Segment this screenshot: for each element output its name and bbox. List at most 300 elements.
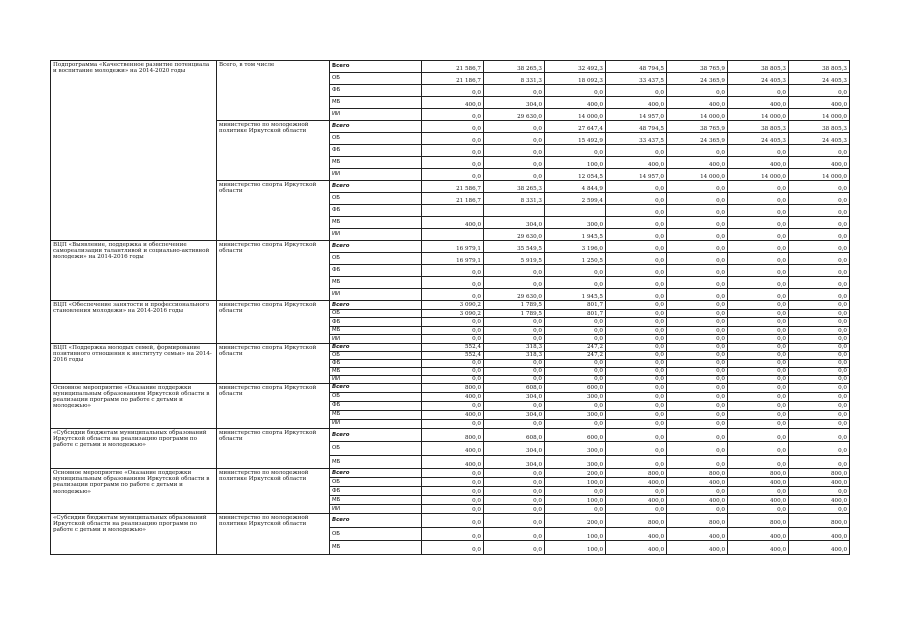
- value-cell-2014: 0,0: [422, 401, 484, 410]
- value-cell-2019: 0,0: [728, 318, 789, 327]
- value-cell-2018: 0,0: [667, 309, 728, 318]
- value-cell-2014: 0,0: [422, 85, 484, 97]
- value-cell-2016: 1 945,5: [545, 229, 606, 241]
- value-cell-2017: 0,0: [606, 241, 667, 253]
- value-cell-2014: 21 586,7: [422, 181, 484, 193]
- value-cell-2014: 0,0: [422, 277, 484, 289]
- funding-source-cell: Всего: [330, 383, 422, 392]
- value-cell-2019: 0,0: [728, 193, 789, 205]
- funding-source-cell: ИИ: [330, 109, 422, 121]
- value-cell-2017: 48 794,5: [606, 61, 667, 73]
- value-cell-2018: 0,0: [667, 343, 728, 351]
- funding-source-cell: Всего: [330, 181, 422, 193]
- value-cell-2015: 304,0: [484, 217, 545, 229]
- table-row: [51, 383, 850, 392]
- value-cell-2015: [484, 205, 545, 217]
- value-cell-2020: 800,0: [789, 469, 850, 478]
- funding-source-cell: ИИ: [330, 335, 422, 344]
- value-cell-2014: 0,0: [422, 496, 484, 505]
- value-cell-2015: 0,0: [484, 145, 545, 157]
- value-cell-2016: 27 647,4: [545, 121, 606, 133]
- value-cell-2018: 400,0: [667, 527, 728, 541]
- value-cell-2020: 0,0: [789, 277, 850, 289]
- value-cell-2015: 608,0: [484, 383, 545, 392]
- value-cell-2014: 3 090,2: [422, 301, 484, 310]
- program-name-cell: ВЦП «Выявление, поддержка и обеспечение самореализации талантливой и социально-активной молодежи» на 2014-2016 годы: [51, 241, 217, 301]
- value-cell-2017: 0,0: [606, 428, 667, 442]
- value-cell-2014: 0,0: [422, 541, 484, 555]
- value-cell-2019: 0,0: [728, 383, 789, 392]
- value-cell-2018: 400,0: [667, 496, 728, 505]
- value-cell-2018: 400,0: [667, 541, 728, 555]
- value-cell-2018: 0,0: [667, 359, 728, 367]
- value-cell-2018: 0,0: [667, 505, 728, 514]
- value-cell-2015: 0,0: [484, 326, 545, 335]
- funding-source-cell: ФБ: [330, 205, 422, 217]
- value-cell-2018: 0,0: [667, 241, 728, 253]
- funding-source-cell: ФБ: [330, 401, 422, 410]
- value-cell-2018: 400,0: [667, 478, 728, 487]
- value-cell-2018: 0,0: [667, 193, 728, 205]
- value-cell-2014: 0,0: [422, 367, 484, 375]
- value-cell-2019: 0,0: [728, 343, 789, 351]
- value-cell-2018: 0,0: [667, 442, 728, 456]
- table-row: [51, 514, 850, 528]
- value-cell-2014: 0,0: [422, 359, 484, 367]
- value-cell-2019: 0,0: [728, 181, 789, 193]
- value-cell-2015: 304,0: [484, 442, 545, 456]
- program-name-cell: «Субсидии бюджетам муниципальных образований Иркутской области на реализацию программ по работе с детьми и молодежью»: [51, 428, 217, 469]
- funding-source-cell: МБ: [330, 496, 422, 505]
- value-cell-2019: 0,0: [728, 265, 789, 277]
- value-cell-2014: 0,0: [422, 335, 484, 344]
- value-cell-2016: 2 599,4: [545, 193, 606, 205]
- value-cell-2014: 0,0: [422, 157, 484, 169]
- value-cell-2019: 0,0: [728, 419, 789, 428]
- value-cell-2017: 0,0: [606, 265, 667, 277]
- funding-source-cell: Всего: [330, 428, 422, 442]
- value-cell-2018: 0,0: [667, 205, 728, 217]
- program-name-cell: Основное мероприятие «Оказание поддержки муниципальным образованиям Иркутской области в реализации программ по работе с детьми и молодежью»: [51, 469, 217, 514]
- value-cell-2019: 0,0: [728, 229, 789, 241]
- value-cell-2017: 0,0: [606, 367, 667, 375]
- value-cell-2017: 0,0: [606, 205, 667, 217]
- value-cell-2019: 0,0: [728, 351, 789, 359]
- executor-cell: министерство спорта Иркутской области: [217, 301, 330, 344]
- program-name-cell: ВЦП «Поддержка молодых семей, формирование позитивного отношения к институту семьи» на 2014-2016 годы: [51, 343, 217, 383]
- table-row: [51, 241, 850, 253]
- value-cell-2016: 0,0: [545, 359, 606, 367]
- value-cell-2017: 0,0: [606, 392, 667, 401]
- value-cell-2015: 0,0: [484, 157, 545, 169]
- value-cell-2017: 400,0: [606, 97, 667, 109]
- value-cell-2019: 400,0: [728, 97, 789, 109]
- value-cell-2014: 0,0: [422, 478, 484, 487]
- value-cell-2019: 0,0: [728, 289, 789, 301]
- value-cell-2018: 0,0: [667, 455, 728, 469]
- funding-source-cell: МБ: [330, 217, 422, 229]
- value-cell-2017: 0,0: [606, 401, 667, 410]
- value-cell-2020: 0,0: [789, 326, 850, 335]
- value-cell-2019: 0,0: [728, 487, 789, 496]
- funding-source-cell: МБ: [330, 326, 422, 335]
- executor-cell: министерство спорта Иркутской области: [217, 181, 330, 241]
- value-cell-2018: 0,0: [667, 253, 728, 265]
- value-cell-2020: 400,0: [789, 157, 850, 169]
- value-cell-2017: 0,0: [606, 253, 667, 265]
- value-cell-2015: 0,0: [484, 85, 545, 97]
- value-cell-2020: 0,0: [789, 375, 850, 383]
- value-cell-2018: 0,0: [667, 401, 728, 410]
- value-cell-2014: 400,0: [422, 392, 484, 401]
- value-cell-2020: 0,0: [789, 442, 850, 456]
- funding-source-cell: ФБ: [330, 265, 422, 277]
- budget-table: [50, 60, 850, 555]
- value-cell-2014: 21 586,7: [422, 61, 484, 73]
- value-cell-2016: 0,0: [545, 277, 606, 289]
- value-cell-2019: 800,0: [728, 469, 789, 478]
- value-cell-2016: 0,0: [545, 145, 606, 157]
- value-cell-2014: 0,0: [422, 145, 484, 157]
- value-cell-2016: 0,0: [545, 335, 606, 344]
- funding-source-cell: Всего: [330, 514, 422, 528]
- value-cell-2018: 0,0: [667, 351, 728, 359]
- value-cell-2019: 38 805,3: [728, 61, 789, 73]
- value-cell-2014: 0,0: [422, 527, 484, 541]
- value-cell-2015: 0,0: [484, 265, 545, 277]
- value-cell-2018: 800,0: [667, 469, 728, 478]
- value-cell-2017: 0,0: [606, 335, 667, 344]
- value-cell-2019: 24 405,3: [728, 73, 789, 85]
- value-cell-2015: 0,0: [484, 367, 545, 375]
- value-cell-2019: 0,0: [728, 326, 789, 335]
- value-cell-2020: 400,0: [789, 527, 850, 541]
- value-cell-2017: 0,0: [606, 410, 667, 419]
- value-cell-2019: 24 405,3: [728, 133, 789, 145]
- value-cell-2020: 0,0: [789, 359, 850, 367]
- value-cell-2017: 400,0: [606, 527, 667, 541]
- funding-source-cell: ФБ: [330, 318, 422, 327]
- funding-source-cell: ИИ: [330, 419, 422, 428]
- value-cell-2020: 0,0: [789, 318, 850, 327]
- value-cell-2017: 800,0: [606, 514, 667, 528]
- value-cell-2018: 0,0: [667, 318, 728, 327]
- executor-cell: министерство по молодежной политике Иркутской области: [217, 469, 330, 514]
- value-cell-2018: 24 365,9: [667, 73, 728, 85]
- value-cell-2019: 400,0: [728, 496, 789, 505]
- value-cell-2016: 15 492,9: [545, 133, 606, 145]
- value-cell-2016: 400,0: [545, 97, 606, 109]
- value-cell-2020: 24 405,3: [789, 133, 850, 145]
- value-cell-2018: 14 000,0: [667, 169, 728, 181]
- value-cell-2016: 0,0: [545, 401, 606, 410]
- table-row: [51, 428, 850, 442]
- value-cell-2019: 0,0: [728, 335, 789, 344]
- value-cell-2014: 16 979,1: [422, 241, 484, 253]
- executor-cell: министерство спорта Иркутской области: [217, 383, 330, 428]
- value-cell-2016: 1 945,5: [545, 289, 606, 301]
- funding-source-cell: Всего: [330, 469, 422, 478]
- value-cell-2016: 801,7: [545, 301, 606, 310]
- value-cell-2020: 0,0: [789, 193, 850, 205]
- funding-source-cell: ОБ: [330, 133, 422, 145]
- value-cell-2020: 0,0: [789, 505, 850, 514]
- value-cell-2017: 33 437,5: [606, 133, 667, 145]
- funding-source-cell: ИИ: [330, 229, 422, 241]
- value-cell-2018: 0,0: [667, 428, 728, 442]
- funding-source-cell: Всего: [330, 343, 422, 351]
- value-cell-2016: 100,0: [545, 478, 606, 487]
- value-cell-2016: 32 492,3: [545, 61, 606, 73]
- value-cell-2018: 0,0: [667, 326, 728, 335]
- value-cell-2015: 0,0: [484, 318, 545, 327]
- value-cell-2016: 200,0: [545, 514, 606, 528]
- value-cell-2020: 0,0: [789, 85, 850, 97]
- value-cell-2019: 0,0: [728, 428, 789, 442]
- value-cell-2015: 304,0: [484, 455, 545, 469]
- table-row: [51, 343, 850, 351]
- value-cell-2014: 0,0: [422, 318, 484, 327]
- value-cell-2016: 0,0: [545, 326, 606, 335]
- value-cell-2015: 0,0: [484, 527, 545, 541]
- value-cell-2016: 4 844,9: [545, 181, 606, 193]
- value-cell-2018: 14 000,0: [667, 109, 728, 121]
- value-cell-2018: 0,0: [667, 217, 728, 229]
- funding-source-cell: ФБ: [330, 145, 422, 157]
- value-cell-2019: 0,0: [728, 301, 789, 310]
- value-cell-2015: 0,0: [484, 419, 545, 428]
- value-cell-2020: 0,0: [789, 487, 850, 496]
- value-cell-2018: 24 365,9: [667, 133, 728, 145]
- value-cell-2016: 0,0: [545, 318, 606, 327]
- value-cell-2020: 0,0: [789, 401, 850, 410]
- value-cell-2014: 400,0: [422, 442, 484, 456]
- value-cell-2017: 0,0: [606, 181, 667, 193]
- value-cell-2019: 0,0: [728, 392, 789, 401]
- value-cell-2020: 400,0: [789, 541, 850, 555]
- value-cell-2018: 38 765,9: [667, 61, 728, 73]
- funding-source-cell: ФБ: [330, 359, 422, 367]
- value-cell-2018: 0,0: [667, 367, 728, 375]
- value-cell-2019: 800,0: [728, 514, 789, 528]
- value-cell-2015: 0,0: [484, 169, 545, 181]
- value-cell-2019: 0,0: [728, 309, 789, 318]
- value-cell-2016: 0,0: [545, 419, 606, 428]
- value-cell-2015: 608,0: [484, 428, 545, 442]
- value-cell-2017: 0,0: [606, 229, 667, 241]
- value-cell-2014: 400,0: [422, 217, 484, 229]
- value-cell-2014: 21 186,7: [422, 73, 484, 85]
- value-cell-2016: 100,0: [545, 496, 606, 505]
- value-cell-2017: 14 957,0: [606, 109, 667, 121]
- value-cell-2017: 0,0: [606, 383, 667, 392]
- funding-source-cell: ИИ: [330, 169, 422, 181]
- value-cell-2014: 0,0: [422, 109, 484, 121]
- value-cell-2019: 400,0: [728, 157, 789, 169]
- value-cell-2015: 304,0: [484, 97, 545, 109]
- value-cell-2015: 38 265,3: [484, 61, 545, 73]
- value-cell-2016: 247,2: [545, 343, 606, 351]
- value-cell-2017: 0,0: [606, 455, 667, 469]
- value-cell-2014: 0,0: [422, 469, 484, 478]
- value-cell-2015: 318,3: [484, 351, 545, 359]
- value-cell-2018: 0,0: [667, 145, 728, 157]
- value-cell-2018: 0,0: [667, 181, 728, 193]
- value-cell-2017: 0,0: [606, 359, 667, 367]
- value-cell-2017: 400,0: [606, 478, 667, 487]
- value-cell-2018: 0,0: [667, 85, 728, 97]
- program-name-cell: ВЦП «Обеспечение занятости и профессионального становления молодежи» на 2014-2016 годы: [51, 301, 217, 344]
- funding-source-cell: ИИ: [330, 505, 422, 514]
- value-cell-2016: 100,0: [545, 541, 606, 555]
- value-cell-2020: 0,0: [789, 410, 850, 419]
- value-cell-2016: 300,0: [545, 392, 606, 401]
- value-cell-2015: 0,0: [484, 133, 545, 145]
- funding-source-cell: ФБ: [330, 487, 422, 496]
- value-cell-2019: 38 805,3: [728, 121, 789, 133]
- value-cell-2019: 0,0: [728, 367, 789, 375]
- value-cell-2015: 5 919,5: [484, 253, 545, 265]
- value-cell-2016: 0,0: [545, 375, 606, 383]
- value-cell-2016: 200,0: [545, 469, 606, 478]
- program-name-cell: «Субсидии бюджетам муниципальных образований Иркутской области на реализацию программ по работе с детьми и молодежью»: [51, 514, 217, 555]
- value-cell-2018: 0,0: [667, 419, 728, 428]
- funding-source-cell: ОБ: [330, 478, 422, 487]
- value-cell-2014: 0,0: [422, 121, 484, 133]
- value-cell-2019: 0,0: [728, 455, 789, 469]
- funding-source-cell: Всего: [330, 301, 422, 310]
- value-cell-2018: 400,0: [667, 97, 728, 109]
- value-cell-2017: 0,0: [606, 505, 667, 514]
- funding-source-cell: ИИ: [330, 289, 422, 301]
- value-cell-2017: 0,0: [606, 487, 667, 496]
- value-cell-2019: 0,0: [728, 277, 789, 289]
- value-cell-2019: 0,0: [728, 505, 789, 514]
- value-cell-2016: 0,0: [545, 265, 606, 277]
- funding-source-cell: МБ: [330, 541, 422, 555]
- value-cell-2017: 400,0: [606, 541, 667, 555]
- value-cell-2017: 0,0: [606, 145, 667, 157]
- value-cell-2014: 400,0: [422, 410, 484, 419]
- value-cell-2017: 0,0: [606, 193, 667, 205]
- value-cell-2015: 0,0: [484, 541, 545, 555]
- value-cell-2016: 600,0: [545, 383, 606, 392]
- value-cell-2015: 38 265,3: [484, 181, 545, 193]
- value-cell-2016: 14 000,0: [545, 109, 606, 121]
- value-cell-2017: 800,0: [606, 469, 667, 478]
- value-cell-2020: 0,0: [789, 289, 850, 301]
- value-cell-2018: 38 765,9: [667, 121, 728, 133]
- value-cell-2020: 0,0: [789, 217, 850, 229]
- value-cell-2019: 0,0: [728, 85, 789, 97]
- value-cell-2020: 0,0: [789, 145, 850, 157]
- value-cell-2015: 0,0: [484, 277, 545, 289]
- value-cell-2018: 0,0: [667, 375, 728, 383]
- value-cell-2014: 400,0: [422, 97, 484, 109]
- value-cell-2020: 0,0: [789, 419, 850, 428]
- value-cell-2015: 0,0: [484, 335, 545, 344]
- funding-source-cell: ОБ: [330, 392, 422, 401]
- funding-source-cell: Всего: [330, 121, 422, 133]
- value-cell-2020: 0,0: [789, 229, 850, 241]
- value-cell-2016: 0,0: [545, 505, 606, 514]
- executor-cell: Всего, в том числе: [217, 61, 330, 121]
- value-cell-2015: 35 549,5: [484, 241, 545, 253]
- value-cell-2020: 0,0: [789, 301, 850, 310]
- value-cell-2019: 400,0: [728, 478, 789, 487]
- table-row: [51, 469, 850, 478]
- funding-source-cell: ОБ: [330, 309, 422, 318]
- value-cell-2020: 0,0: [789, 383, 850, 392]
- value-cell-2020: 0,0: [789, 351, 850, 359]
- value-cell-2019: 14 000,0: [728, 169, 789, 181]
- value-cell-2017: 400,0: [606, 157, 667, 169]
- funding-source-cell: МБ: [330, 157, 422, 169]
- value-cell-2017: 0,0: [606, 419, 667, 428]
- value-cell-2014: 21 186,7: [422, 193, 484, 205]
- value-cell-2020: 14 000,0: [789, 169, 850, 181]
- value-cell-2017: 33 437,5: [606, 73, 667, 85]
- value-cell-2019: 0,0: [728, 145, 789, 157]
- value-cell-2015: 0,0: [484, 469, 545, 478]
- value-cell-2014: 800,0: [422, 383, 484, 392]
- value-cell-2014: 0,0: [422, 326, 484, 335]
- value-cell-2014: 0,0: [422, 487, 484, 496]
- value-cell-2018: 0,0: [667, 277, 728, 289]
- value-cell-2018: 800,0: [667, 514, 728, 528]
- value-cell-2020: 0,0: [789, 241, 850, 253]
- executor-cell: министерство спорта Иркутской области: [217, 241, 330, 301]
- value-cell-2016: 300,0: [545, 455, 606, 469]
- value-cell-2017: 0,0: [606, 375, 667, 383]
- value-cell-2019: 0,0: [728, 401, 789, 410]
- value-cell-2018: 0,0: [667, 229, 728, 241]
- program-name-cell: Основное мероприятие «Оказание поддержки муниципальным образованиям Иркутской области в реализации программ по работе с детьми и молодежью»: [51, 383, 217, 428]
- value-cell-2020: 400,0: [789, 97, 850, 109]
- value-cell-2020: 38 805,3: [789, 61, 850, 73]
- value-cell-2015: 8 331,3: [484, 193, 545, 205]
- funding-source-cell: ИИ: [330, 375, 422, 383]
- value-cell-2015: 0,0: [484, 401, 545, 410]
- funding-source-cell: МБ: [330, 410, 422, 419]
- funding-source-cell: МБ: [330, 277, 422, 289]
- value-cell-2016: 0,0: [545, 85, 606, 97]
- value-cell-2017: 48 794,5: [606, 121, 667, 133]
- value-cell-2019: 0,0: [728, 217, 789, 229]
- value-cell-2020: 0,0: [789, 265, 850, 277]
- value-cell-2020: 0,0: [789, 335, 850, 344]
- value-cell-2017: 0,0: [606, 85, 667, 97]
- value-cell-2017: 0,0: [606, 217, 667, 229]
- value-cell-2018: 0,0: [667, 301, 728, 310]
- value-cell-2016: 801,7: [545, 309, 606, 318]
- value-cell-2014: 0,0: [422, 375, 484, 383]
- value-cell-2019: 400,0: [728, 527, 789, 541]
- value-cell-2017: 0,0: [606, 289, 667, 301]
- value-cell-2018: 0,0: [667, 289, 728, 301]
- value-cell-2020: 0,0: [789, 455, 850, 469]
- value-cell-2019: 0,0: [728, 253, 789, 265]
- value-cell-2018: 0,0: [667, 265, 728, 277]
- executor-cell: министерство по молодежной политике Иркутской области: [217, 121, 330, 181]
- value-cell-2020: 0,0: [789, 309, 850, 318]
- value-cell-2014: 400,0: [422, 455, 484, 469]
- value-cell-2014: 0,0: [422, 169, 484, 181]
- funding-source-cell: ОБ: [330, 73, 422, 85]
- value-cell-2017: 0,0: [606, 318, 667, 327]
- value-cell-2020: 0,0: [789, 181, 850, 193]
- value-cell-2014: [422, 229, 484, 241]
